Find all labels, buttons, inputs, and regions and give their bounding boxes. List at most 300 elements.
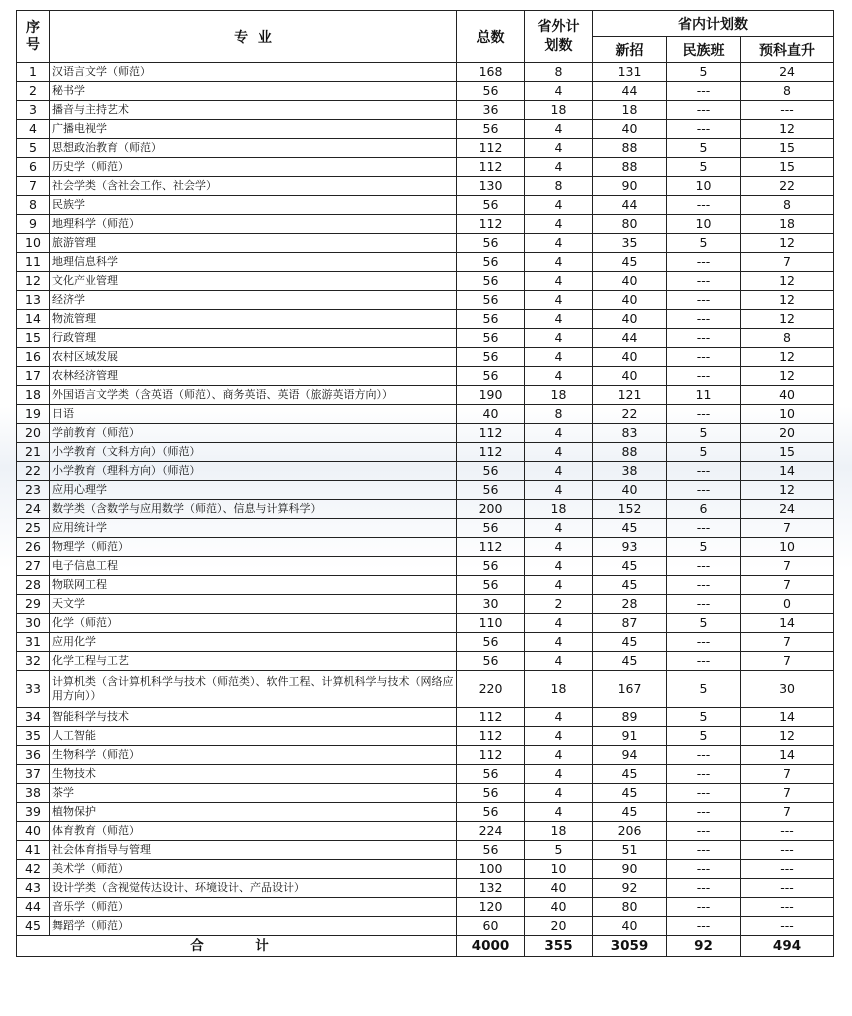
row-total: 56 — [457, 519, 525, 538]
row-new: 35 — [593, 234, 667, 253]
row-major: 化学工程与工艺 — [50, 652, 457, 671]
row-total: 56 — [457, 481, 525, 500]
row-major: 天文学 — [50, 595, 457, 614]
row-index: 40 — [17, 822, 50, 841]
row-new: 40 — [593, 917, 667, 936]
row-prep: 7 — [741, 803, 834, 822]
row-major: 物理学（师范） — [50, 538, 457, 557]
row-total: 112 — [457, 215, 525, 234]
row-index: 5 — [17, 139, 50, 158]
row-total: 56 — [457, 234, 525, 253]
row-outside: 4 — [525, 196, 593, 215]
table-row — [17, 519, 834, 538]
row-major: 学前教育（师范） — [50, 424, 457, 443]
row-total: 168 — [457, 63, 525, 82]
row-major: 小学教育（理科方向）（师范） — [50, 462, 457, 481]
row-new: 40 — [593, 310, 667, 329]
row-prep: 12 — [741, 727, 834, 746]
row-major: 计算机类（含计算机科学与技术（师范类）、软件工程、计算机科学与技术（网络应用方向）） — [50, 671, 457, 708]
row-prep: 40 — [741, 386, 834, 405]
table-row — [17, 101, 834, 120]
row-ethnic: --- — [667, 652, 741, 671]
row-index: 10 — [17, 234, 50, 253]
row-total: 30 — [457, 595, 525, 614]
row-index: 36 — [17, 746, 50, 765]
row-major: 茶学 — [50, 784, 457, 803]
row-major: 物联网工程 — [50, 576, 457, 595]
row-major: 地理科学（师范） — [50, 215, 457, 234]
header-seq: 序号 — [17, 11, 50, 63]
row-ethnic: --- — [667, 291, 741, 310]
row-outside: 4 — [525, 462, 593, 481]
row-prep: 10 — [741, 405, 834, 424]
row-prep: 14 — [741, 462, 834, 481]
row-prep: 7 — [741, 253, 834, 272]
row-major: 民族学 — [50, 196, 457, 215]
row-total: 130 — [457, 177, 525, 196]
table-row — [17, 879, 834, 898]
table-row — [17, 784, 834, 803]
row-prep: 15 — [741, 139, 834, 158]
row-ethnic: --- — [667, 253, 741, 272]
row-ethnic: 5 — [667, 727, 741, 746]
row-total: 56 — [457, 576, 525, 595]
row-total: 56 — [457, 652, 525, 671]
row-total: 56 — [457, 120, 525, 139]
table-header — [17, 11, 834, 63]
row-new: 45 — [593, 633, 667, 652]
row-new: 51 — [593, 841, 667, 860]
table-row — [17, 310, 834, 329]
row-new: 92 — [593, 879, 667, 898]
row-ethnic: 5 — [667, 234, 741, 253]
table-row — [17, 633, 834, 652]
row-ethnic: --- — [667, 82, 741, 101]
row-index: 17 — [17, 367, 50, 386]
row-index: 31 — [17, 633, 50, 652]
row-prep: --- — [741, 101, 834, 120]
table-row — [17, 158, 834, 177]
row-prep: 7 — [741, 765, 834, 784]
row-ethnic: --- — [667, 120, 741, 139]
row-index: 9 — [17, 215, 50, 234]
row-major: 音乐学（师范） — [50, 898, 457, 917]
row-index: 35 — [17, 727, 50, 746]
table-row — [17, 63, 834, 82]
row-total: 56 — [457, 784, 525, 803]
row-prep: 12 — [741, 120, 834, 139]
row-prep: 7 — [741, 576, 834, 595]
table-row — [17, 424, 834, 443]
row-ethnic: --- — [667, 557, 741, 576]
row-new: 87 — [593, 614, 667, 633]
row-prep: 0 — [741, 595, 834, 614]
row-index: 42 — [17, 860, 50, 879]
row-total: 56 — [457, 841, 525, 860]
row-index: 18 — [17, 386, 50, 405]
row-major: 生物技术 — [50, 765, 457, 784]
row-total: 190 — [457, 386, 525, 405]
row-total: 200 — [457, 500, 525, 519]
row-ethnic: 10 — [667, 215, 741, 234]
row-major: 数学类（含数学与应用数学（师范）、信息与计算科学） — [50, 500, 457, 519]
row-index: 16 — [17, 348, 50, 367]
row-new: 88 — [593, 139, 667, 158]
row-new: 45 — [593, 652, 667, 671]
row-prep: --- — [741, 879, 834, 898]
row-ethnic: --- — [667, 101, 741, 120]
row-ethnic: 10 — [667, 177, 741, 196]
table-row — [17, 898, 834, 917]
row-total: 56 — [457, 291, 525, 310]
row-index: 43 — [17, 879, 50, 898]
row-outside: 18 — [525, 386, 593, 405]
table-row — [17, 139, 834, 158]
row-ethnic: --- — [667, 196, 741, 215]
row-total: 56 — [457, 462, 525, 481]
row-outside: 40 — [525, 898, 593, 917]
row-prep: 8 — [741, 329, 834, 348]
row-ethnic: --- — [667, 803, 741, 822]
row-prep: 7 — [741, 557, 834, 576]
row-major: 历史学（师范） — [50, 158, 457, 177]
row-total: 112 — [457, 443, 525, 462]
row-total: 56 — [457, 765, 525, 784]
row-major: 设计学类（含视觉传达设计、环境设计、产品设计） — [50, 879, 457, 898]
table-row — [17, 196, 834, 215]
row-total: 112 — [457, 708, 525, 727]
row-new: 90 — [593, 177, 667, 196]
total-row — [17, 936, 834, 957]
row-new: 121 — [593, 386, 667, 405]
row-outside: 4 — [525, 158, 593, 177]
row-index: 24 — [17, 500, 50, 519]
table-row — [17, 462, 834, 481]
row-ethnic: 11 — [667, 386, 741, 405]
row-outside: 4 — [525, 708, 593, 727]
header-major: 专 业 — [50, 11, 457, 63]
row-new: 45 — [593, 519, 667, 538]
row-index: 28 — [17, 576, 50, 595]
table-row — [17, 595, 834, 614]
row-outside: 4 — [525, 215, 593, 234]
row-prep: 14 — [741, 746, 834, 765]
row-new: 89 — [593, 708, 667, 727]
row-outside: 10 — [525, 860, 593, 879]
table-row — [17, 481, 834, 500]
row-major: 思想政治教育（师范） — [50, 139, 457, 158]
row-new: 40 — [593, 348, 667, 367]
row-prep: --- — [741, 860, 834, 879]
table-row — [17, 367, 834, 386]
row-prep: 15 — [741, 443, 834, 462]
row-outside: 4 — [525, 139, 593, 158]
row-ethnic: --- — [667, 272, 741, 291]
table-row — [17, 765, 834, 784]
row-index: 30 — [17, 614, 50, 633]
table-row — [17, 576, 834, 595]
row-index: 32 — [17, 652, 50, 671]
row-ethnic: 5 — [667, 614, 741, 633]
row-index: 44 — [17, 898, 50, 917]
row-ethnic: --- — [667, 405, 741, 424]
row-major: 人工智能 — [50, 727, 457, 746]
table-row — [17, 500, 834, 519]
row-ethnic: --- — [667, 746, 741, 765]
header-inside-plan: 省内计划数 — [593, 11, 834, 37]
row-index: 22 — [17, 462, 50, 481]
table-row — [17, 272, 834, 291]
header-ethnic: 民族班 — [667, 37, 741, 63]
row-new: 167 — [593, 671, 667, 708]
row-new: 45 — [593, 576, 667, 595]
row-index: 23 — [17, 481, 50, 500]
row-total: 56 — [457, 633, 525, 652]
row-new: 88 — [593, 158, 667, 177]
row-major: 秘书学 — [50, 82, 457, 101]
row-outside: 8 — [525, 405, 593, 424]
row-outside: 4 — [525, 746, 593, 765]
row-new: 45 — [593, 765, 667, 784]
row-index: 26 — [17, 538, 50, 557]
row-ethnic: 5 — [667, 63, 741, 82]
row-new: 40 — [593, 367, 667, 386]
row-new: 131 — [593, 63, 667, 82]
table-row — [17, 386, 834, 405]
row-new: 40 — [593, 272, 667, 291]
total-sum: 4000 — [457, 936, 525, 957]
row-outside: 4 — [525, 253, 593, 272]
row-ethnic: --- — [667, 519, 741, 538]
row-total: 112 — [457, 746, 525, 765]
table-row — [17, 803, 834, 822]
row-index: 38 — [17, 784, 50, 803]
row-major: 旅游管理 — [50, 234, 457, 253]
row-prep: --- — [741, 917, 834, 936]
table-row — [17, 443, 834, 462]
table-row — [17, 746, 834, 765]
row-outside: 5 — [525, 841, 593, 860]
total-label: 合 计 — [17, 936, 457, 957]
table-row — [17, 557, 834, 576]
row-index: 7 — [17, 177, 50, 196]
row-total: 112 — [457, 139, 525, 158]
row-major: 经济学 — [50, 291, 457, 310]
row-outside: 4 — [525, 234, 593, 253]
table-row — [17, 215, 834, 234]
row-major: 物流管理 — [50, 310, 457, 329]
row-ethnic: 5 — [667, 671, 741, 708]
table-row — [17, 82, 834, 101]
row-new: 206 — [593, 822, 667, 841]
row-ethnic: --- — [667, 633, 741, 652]
row-outside: 4 — [525, 652, 593, 671]
row-total: 112 — [457, 727, 525, 746]
row-total: 56 — [457, 272, 525, 291]
table-row — [17, 405, 834, 424]
row-total: 60 — [457, 917, 525, 936]
row-major: 汉语言文学（师范） — [50, 63, 457, 82]
row-major: 应用心理学 — [50, 481, 457, 500]
row-outside: 18 — [525, 500, 593, 519]
header-new: 新招 — [593, 37, 667, 63]
row-major: 植物保护 — [50, 803, 457, 822]
row-major: 智能科学与技术 — [50, 708, 457, 727]
row-total: 56 — [457, 253, 525, 272]
row-index: 20 — [17, 424, 50, 443]
row-outside: 4 — [525, 120, 593, 139]
row-total: 56 — [457, 348, 525, 367]
row-major: 舞蹈学（师范） — [50, 917, 457, 936]
row-prep: --- — [741, 822, 834, 841]
row-outside: 4 — [525, 367, 593, 386]
header-outside-plan: 省外计划数 — [525, 11, 593, 63]
row-index: 19 — [17, 405, 50, 424]
row-major: 文化产业管理 — [50, 272, 457, 291]
row-ethnic: 5 — [667, 424, 741, 443]
row-outside: 4 — [525, 803, 593, 822]
table-row — [17, 253, 834, 272]
row-prep: 20 — [741, 424, 834, 443]
row-index: 34 — [17, 708, 50, 727]
row-prep: 7 — [741, 633, 834, 652]
row-total: 56 — [457, 803, 525, 822]
row-new: 44 — [593, 196, 667, 215]
row-outside: 4 — [525, 576, 593, 595]
row-index: 39 — [17, 803, 50, 822]
row-major: 广播电视学 — [50, 120, 457, 139]
row-index: 11 — [17, 253, 50, 272]
row-new: 93 — [593, 538, 667, 557]
row-ethnic: --- — [667, 481, 741, 500]
row-prep: 7 — [741, 784, 834, 803]
row-outside: 18 — [525, 101, 593, 120]
row-major: 化学（师范） — [50, 614, 457, 633]
row-prep: 12 — [741, 481, 834, 500]
row-outside: 20 — [525, 917, 593, 936]
row-prep: 7 — [741, 519, 834, 538]
row-index: 25 — [17, 519, 50, 538]
row-ethnic: 5 — [667, 708, 741, 727]
row-total: 112 — [457, 538, 525, 557]
table-row — [17, 652, 834, 671]
row-ethnic: --- — [667, 576, 741, 595]
row-major: 农村区域发展 — [50, 348, 457, 367]
row-total: 224 — [457, 822, 525, 841]
row-index: 12 — [17, 272, 50, 291]
row-prep: 12 — [741, 291, 834, 310]
row-ethnic: --- — [667, 917, 741, 936]
row-outside: 4 — [525, 329, 593, 348]
row-index: 4 — [17, 120, 50, 139]
row-index: 14 — [17, 310, 50, 329]
row-new: 18 — [593, 101, 667, 120]
row-ethnic: --- — [667, 462, 741, 481]
row-outside: 4 — [525, 82, 593, 101]
row-new: 22 — [593, 405, 667, 424]
row-ethnic: --- — [667, 765, 741, 784]
row-new: 40 — [593, 481, 667, 500]
row-ethnic: 5 — [667, 538, 741, 557]
row-major: 行政管理 — [50, 329, 457, 348]
row-prep: --- — [741, 841, 834, 860]
row-new: 44 — [593, 329, 667, 348]
table-row — [17, 614, 834, 633]
row-new: 80 — [593, 898, 667, 917]
row-outside: 4 — [525, 348, 593, 367]
table-row — [17, 538, 834, 557]
row-outside: 4 — [525, 784, 593, 803]
row-index: 13 — [17, 291, 50, 310]
row-outside: 4 — [525, 272, 593, 291]
row-total: 132 — [457, 879, 525, 898]
row-ethnic: 6 — [667, 500, 741, 519]
row-new: 91 — [593, 727, 667, 746]
row-new: 45 — [593, 803, 667, 822]
row-new: 45 — [593, 557, 667, 576]
row-prep: 12 — [741, 272, 834, 291]
row-new: 88 — [593, 443, 667, 462]
row-ethnic: --- — [667, 879, 741, 898]
row-new: 152 — [593, 500, 667, 519]
row-index: 41 — [17, 841, 50, 860]
row-major: 外国语言文学类（含英语（师范）、商务英语、英语（旅游英语方向）） — [50, 386, 457, 405]
row-prep: 14 — [741, 708, 834, 727]
row-prep: 8 — [741, 82, 834, 101]
table-row — [17, 860, 834, 879]
row-prep: 12 — [741, 234, 834, 253]
row-prep: 14 — [741, 614, 834, 633]
row-outside: 4 — [525, 614, 593, 633]
row-new: 38 — [593, 462, 667, 481]
table-row — [17, 291, 834, 310]
row-outside: 4 — [525, 727, 593, 746]
row-index: 15 — [17, 329, 50, 348]
row-index: 2 — [17, 82, 50, 101]
table-row — [17, 177, 834, 196]
row-new: 40 — [593, 120, 667, 139]
row-major: 生物科学（师范） — [50, 746, 457, 765]
row-new: 80 — [593, 215, 667, 234]
row-ethnic: 5 — [667, 443, 741, 462]
row-ethnic: --- — [667, 348, 741, 367]
row-ethnic: --- — [667, 367, 741, 386]
row-major: 地理信息科学 — [50, 253, 457, 272]
row-new: 40 — [593, 291, 667, 310]
row-major: 体育教育（师范） — [50, 822, 457, 841]
row-total: 56 — [457, 367, 525, 386]
row-outside: 18 — [525, 822, 593, 841]
total-prep: 494 — [741, 936, 834, 957]
row-outside: 8 — [525, 63, 593, 82]
row-index: 45 — [17, 917, 50, 936]
row-new: 44 — [593, 82, 667, 101]
row-ethnic: 5 — [667, 139, 741, 158]
row-ethnic: --- — [667, 329, 741, 348]
table-row — [17, 708, 834, 727]
row-prep: 12 — [741, 348, 834, 367]
row-new: 90 — [593, 860, 667, 879]
row-ethnic: --- — [667, 595, 741, 614]
row-prep: 8 — [741, 196, 834, 215]
row-total: 56 — [457, 82, 525, 101]
row-outside: 4 — [525, 633, 593, 652]
row-outside: 4 — [525, 481, 593, 500]
row-prep: 24 — [741, 63, 834, 82]
row-total: 56 — [457, 557, 525, 576]
row-major: 社会体育指导与管理 — [50, 841, 457, 860]
row-new: 45 — [593, 784, 667, 803]
